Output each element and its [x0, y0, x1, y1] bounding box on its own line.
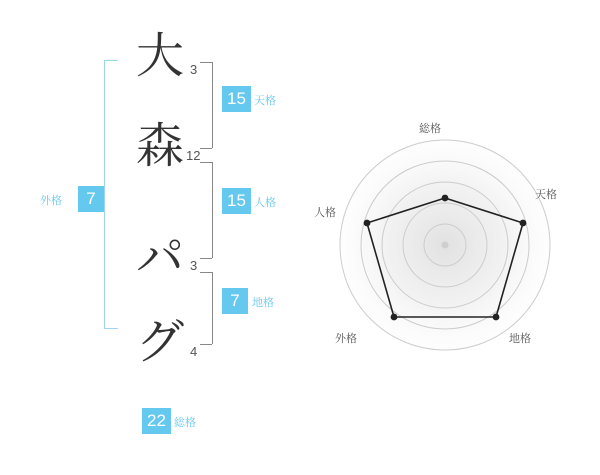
- stroke-count: 12: [186, 148, 201, 163]
- stroke-count: 4: [190, 344, 198, 359]
- score-label-soukaku: 総格: [174, 416, 196, 429]
- score-badge-jinkaku: 15: [222, 188, 251, 214]
- bracket-jinkaku-side: [212, 162, 213, 258]
- radar-chart-panel: [300, 0, 600, 470]
- radar-point-gaikaku: [391, 314, 398, 321]
- score-badge-tenkaku: 15: [222, 86, 251, 112]
- bracket-jinkaku-top: [200, 162, 212, 163]
- score-badge-chikaku: 7: [222, 288, 248, 314]
- score-label-gaikaku: 外格: [40, 194, 62, 207]
- score-label-chikaku: 地格: [252, 296, 274, 309]
- bracket-chikaku-top: [200, 272, 212, 273]
- score-label-jinkaku: 人格: [254, 196, 276, 209]
- score-label-tenkaku: 天格: [254, 94, 276, 107]
- bracket-chikaku-side: [212, 272, 213, 344]
- bracket-gaikaku-side: [104, 60, 105, 328]
- radar-point-chikaku: [493, 314, 500, 321]
- name-character: 大: [135, 28, 184, 84]
- bracket-tenkaku-top: [200, 62, 212, 63]
- radar-axis-label-tenkaku: 天格: [535, 188, 557, 201]
- radar-axis-label-jinkaku: 人格: [314, 206, 336, 219]
- bracket-gaikaku-bottom: [104, 328, 118, 329]
- radar-axis-label-soukaku: 総格: [419, 122, 441, 135]
- name-character: グ: [135, 314, 184, 370]
- radar-axis-label-gaikaku: 外格: [335, 332, 357, 345]
- bracket-tenkaku-bottom: [200, 148, 212, 149]
- radar-axis-label-chikaku: 地格: [509, 332, 531, 345]
- radar-center-dot: [442, 242, 449, 249]
- radar-point-soukaku: [442, 195, 449, 202]
- radar-chart-svg: [300, 0, 600, 470]
- stroke-count: 3: [190, 258, 198, 273]
- name-character: パ: [135, 230, 184, 286]
- name-breakdown-panel: [0, 0, 300, 470]
- score-badge-soukaku: 22: [142, 408, 171, 434]
- stroke-count: 3: [190, 62, 198, 77]
- bracket-jinkaku-bottom: [200, 258, 212, 259]
- bracket-tenkaku-side: [212, 62, 213, 148]
- name-character: 森: [135, 118, 184, 174]
- radar-point-tenkaku: [520, 220, 527, 227]
- bracket-gaikaku-top: [104, 60, 118, 61]
- bracket-chikaku-bottom: [200, 344, 212, 345]
- score-badge-gaikaku: 7: [78, 186, 104, 212]
- radar-point-jinkaku: [364, 220, 371, 227]
